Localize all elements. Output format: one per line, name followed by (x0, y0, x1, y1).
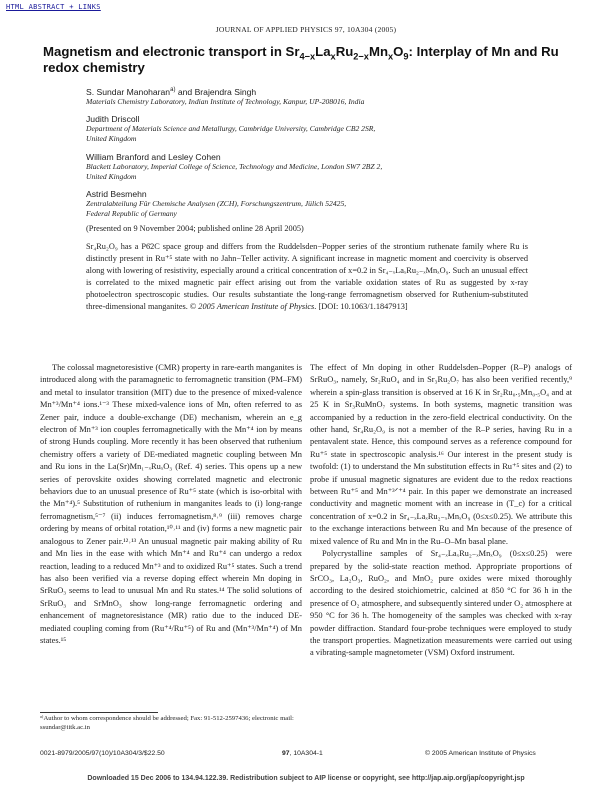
title-text: Mn (368, 44, 388, 59)
download-notice: Downloaded 15 Dec 2006 to 134.94.122.39. Redistribution subject to AIP license or copyright, see http://jap.aip.org/jap/copyright.jsp (87, 775, 525, 782)
author-group-4 (86, 189, 526, 218)
footnote: ᵃ⁾Author to whom correspondence should be addressed; Fax: 91-512-2597436; electronic mail: ssundar@iitk.ac.in (40, 715, 294, 731)
author-names: S. Sundar Manoharan$^{a)}$ and Brajendra Singh (86, 87, 257, 97)
doi: . [DOI: 10.1063/1.1847913] (314, 302, 408, 312)
author-group-2 (86, 114, 526, 143)
title-text: O (393, 44, 404, 59)
paragraph: The effect of Mn doping in other Ruddelsden–Popper (R–P) analogs of SrRuO₃, namely, Sr₂RuO₄ and in Sr₃Ru₂O₇ has also been verified recently,⁹ wherein a spin-glass transition is observed at 16 K in Sr₂Ru₀.₅Mn₀.₅O₄ and at 25 K in Sr₃RuMnO₇ systems. In both systems, magnetic transition was accompanied by a reduction in the zero-field electrical conductivity. On the other hand, Sr₄Ru₂O₉ is not a member of the R–P series, having Ru in a pentavalent state. Hence, this compound serves as a reference compound for Ru⁺⁵ state in spectroscopic analysis.¹⁶ Our interest in the present study is twofold: (1) to understand the Mn substitution effects in Ru⁺⁵ sites and (2) to probe if unusual magnetic signatures are evident due to the redox reactions between Ru⁺⁵ and Mn⁺³ᐟ⁺⁴ pair. In this paper we demonstrate an increased conductivity and magnetic moment with an increase in (T_c) for a critical concentration of x=0.2 in Sr₄₋ₓLaₓRu₂₋ₓMnₓO₉ (0≤x≤0.25). We attribute this to the exchange interactions between Ru and Mn because of the presence of mixed valence of Ru and Mn in the Ru–O–Mn basal plane. (310, 363, 572, 546)
title-sub: x (330, 51, 336, 62)
author-group-1 (86, 87, 526, 107)
abstract-copyright: 2005 American Institute of Physics (198, 302, 315, 312)
issn-code: 0021-8979/2005/97(10)/10A304/3/$22.50 (40, 750, 165, 757)
abstract (86, 241, 528, 314)
footnote-rule (40, 712, 158, 713)
affiliation: Zentralabteilung Für Chemische Analysen (ZCH), Forschungszentrum, Jülich 52425, (86, 199, 347, 208)
title-text: La (315, 44, 331, 59)
author-names: William Branford and Lesley Cohen (86, 152, 221, 162)
paragraph: Polycrystalline samples of Sr₄₋ₓLaₓRu₂₋ₓMnₓO₉ (0≤x≤0.25) were prepared by the solid-state reaction method. Appropriate proportions of SrCO₃, La₂O₃, RuO₂, and MnO₂ pure oxides were mixed thoroughly according to the desired stoichiometric, calcined at 850 °C for 36 h in the presence of O₂ atmosphere, and subsequently sintered under O₂ atmosphere at 950 °C for 36 h. The homogeneity of the samples was checked with x-ray powder diffraction. Standard four-probe techniques were employed to study the transport properties. Magnetization measurements were carried out using a vibrating-sample magnetometer (VSM) Oxford instrument. (310, 549, 572, 658)
author-group-3 (86, 152, 526, 181)
title-text: : Interplay of Mn and Ru redox chemistry (43, 44, 559, 75)
title-text: Ru (335, 44, 354, 59)
affiliation: Materials Chemistry Laboratory, Indian Institute of Technology, Kanpur, UP-208016, India (86, 97, 365, 106)
footnote-mark[interactable]: a) (170, 87, 176, 94)
affiliation: Department of Materials Science and Metallurgy, Cambridge University, Cambridge CB2 2SR, (86, 124, 376, 133)
footer-copyright: © 2005 American Institute of Physics (425, 750, 536, 757)
html-abstract-links[interactable]: HTML ABSTRACT + LINKS (6, 3, 101, 11)
title-sub: 2−x (353, 51, 369, 62)
title-text: Magnetism and electronic transport in Sr (43, 44, 300, 59)
affiliation: Blackett Laboratory, Imperial College of Science, Technology and Medicine, London SW7 2BZ 2, (86, 162, 383, 171)
journal-header: JOURNAL OF APPLIED PHYSICS 97, 10A304 (2005) (215, 25, 397, 34)
title-sub: 9 (403, 51, 409, 62)
affiliation: United Kingdom (86, 133, 137, 143)
title-sub: x (388, 51, 394, 62)
title-sub: 4−x (299, 51, 316, 62)
affiliation: Federal Republic of Germany (86, 208, 177, 218)
presented-date: (Presented on 9 November 2004; published online 28 April 2005) (86, 224, 304, 233)
page-number: 97, 10A304-1 (282, 750, 323, 757)
abstract-text: Sr₄Ru₂O₉ has a P6̄2C space group and differs from the Ruddelsden−Popper series of the strontium ruthenate family where Ru is distinctly present in Ru⁺⁵ state with no Jahn−Teller activity. A significant increase in magnetic moment and coercivity is observed along with lowering of resistivity, especially around a critical concentration of x=0.2 in Sr₄₋ₓLaₓRu₂₋ₓMnₓO₉. Such an unusual effect is correlated to the mixed magnetic pair effect arising out from the variable oxidation states of Ru as suggested by x-ray photoelectron spectroscopic studies. Our results substantiate the long-range ferromagnetism observed for Ruthenium-substituted three-dimensional manganites. © (86, 242, 528, 312)
author-names: Judith Driscoll (86, 114, 140, 124)
paragraph: The colossal magnetoresistive (CMR) property in rare-earth manganites is introduced along with the paramagnetic to ferromagnetic transition (PM–FM) and metal to insulator transition (MIT) due to the presence of mixed-valence Mn⁺³/Mn⁺⁴ ions.¹⁻³ These mixed-valence ions of Mn, often referred to as Zener pair, induce a double-exchange (DE) mechanism, wherein an e_g electron of Mn⁺³ ion couples ferromagnetically with the Mn⁺⁴ ion by means of strong Hunds coupling. More recently it has been observed that ruthenium chemistry offers a variety of DE-mediated magnetic coupling between Mn and Ru ions in the La(Sr)Mn₁₋ₓRuₓO₃ (Ref. 4) series. This opens up a new series of perovskite oxides showing correlated magnetic and electronic behaviors due to an unusual presence of Ru⁺⁵ state (which is iso-orbital with the Mn⁺⁴).⁵ Substitution of ruthenium in manganites leads to (i) long-range ferromagnetism,⁵⁻⁷ (ii) induces ferromagnetism,⁸˒⁹ (iii) removes charge ordering by means of orbital rotation,¹⁰˒¹¹ and (iv) forms a new magnetic pair analogous to Zener pair.¹²˒¹³ An unusual magnetic pair making ability of Ru and Mn lies in the ease with which Mn⁺⁴ and Ru⁺⁴ can undergo a redox reaction, leading to a reduced Mn⁺³ and to oxidized Ru⁺⁵ states. Such a trend has also been verified via a reverse doping effect wherein Mn doping in SrRuO₃ seems to lead to unusual Mn and Ru states.¹⁴ The solid solutions of SrRuO₃ and SrMnO₃ show long-range ferromagnetic ordering and enhancement of magnetoresistance (MR) ratio due to the induced DE-mediated coupling coming from (Ru⁺⁴/Ru⁺⁵) of Ru and (Mn⁺³/Mn⁺⁴) of Mn states.¹⁵ (40, 363, 302, 645)
left-column (40, 362, 302, 647)
paper-title (43, 44, 573, 75)
right-column (310, 362, 572, 660)
author-names: Astrid Besmehn (86, 189, 147, 199)
affiliation: United Kingdom (86, 171, 137, 181)
